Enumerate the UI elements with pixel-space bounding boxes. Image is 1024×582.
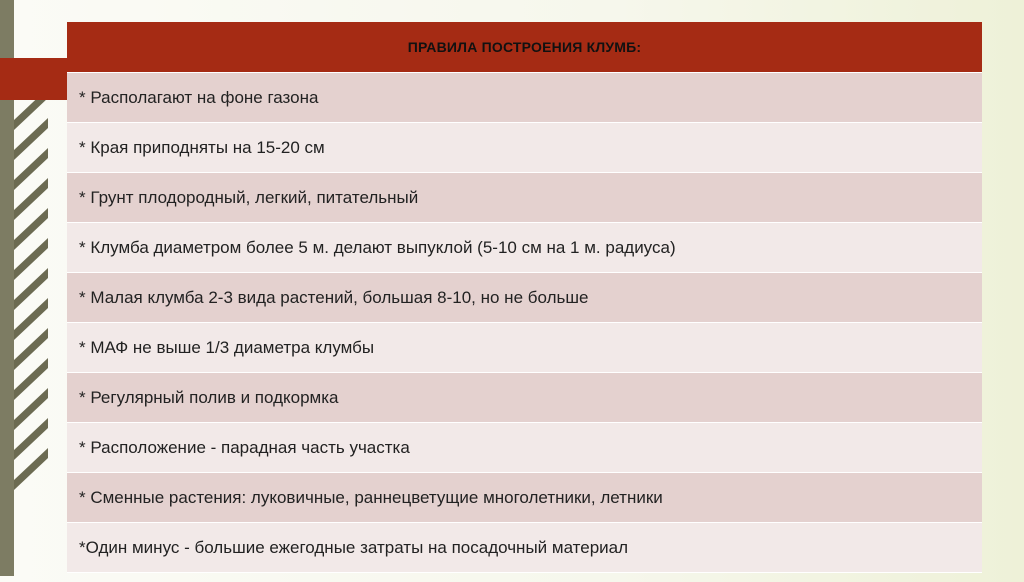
table-row: * Регулярный полив и подкормка xyxy=(67,373,982,423)
table-row: * Малая клумба 2-3 вида растений, большая 8-10, но не больше xyxy=(67,273,982,323)
table-row: * Клумба диаметром более 5 м. делают выпуклой (5-10 см на 1 м. радиуса) xyxy=(67,223,982,273)
table-row: * МАФ не выше 1/3 диаметра клумбы xyxy=(67,323,982,373)
rules-table xyxy=(67,22,982,582)
accent-tab xyxy=(0,58,68,100)
table-header: ПРАВИЛА ПОСТРОЕНИЯ КЛУМБ: xyxy=(67,22,982,73)
table-row: * Края приподняты на 15-20 см xyxy=(67,123,982,173)
table-row: * Грунт плодородный, легкий, питательный xyxy=(67,173,982,223)
table-row: * Сменные растения: луковичные, раннецветущие многолетники, летники xyxy=(67,473,982,523)
table-row: *Один минус - большие ежегодные затраты на посадочный материал xyxy=(67,523,982,573)
table-row: * Располагают на фоне газона xyxy=(67,73,982,123)
table-row: * Расположение - парадная часть участка xyxy=(67,423,982,473)
